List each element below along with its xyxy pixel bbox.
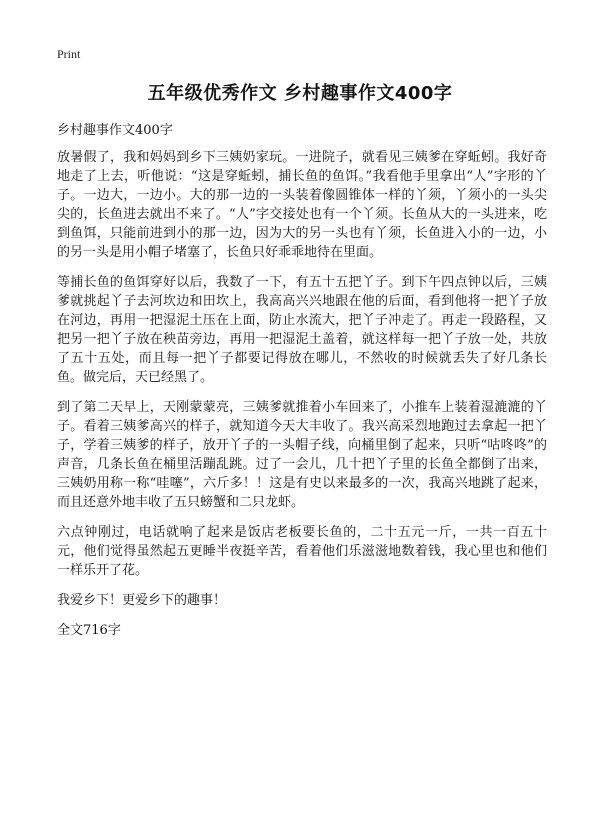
document-subtitle: 乡村趣事作文400字 (57, 123, 173, 138)
paragraph-3: 到了第二天早上，天刚蒙蒙亮，三姨爹就推着小车回来了，小推车上装着湿漉漉的丫子。看着三姨爹高兴的样子，就知道今天大丰收了。我兴高采烈地跑过去拿起一把丫子，学着三姨爹的样子，放开丫子的一头帽子线，向桶里倒了起来，只听“咕咚咚”的声音，几条长鱼在桶里活蹦乱跳。过了一会儿，几十把丫子里的长鱼全都倒了出来，三姨奶用称一称“哇噻”，六斤多！！这是有史以来最多的一次，我高兴地跳了起来，而且还意外地丰收了五只螃蟹和二只龙虾。 (57, 400, 547, 510)
print-link[interactable]: Print (57, 47, 81, 61)
article-body (57, 148, 547, 651)
page-title: 五年级优秀作文 乡村趣事作文400字 (147, 83, 453, 104)
word-count: 全文716字 (57, 623, 121, 638)
paragraph-4: 六点钟刚过，电话就响了起来是饭店老板要长鱼的，二十五元一斤，一共一百五十元，他们觉得虽然起五更睡半夜挺辛苦，看着他们乐滋滋地数着钱，我心里也和他们一样乐开了花。 (57, 525, 547, 578)
paragraph-1: 放暑假了，我和妈妈到乡下三姨奶家玩。一进院子，就看见三姨爹在穿蚯蚓。我好奇地走了上去，听他说：“这是穿蚯蚓，捕长鱼的鱼饵。”我看他手里拿出“人”字形的丫子。一边大，一边小。大的那一边的一头装着像圆锥体一样的丫须，丫须小的一头尖尖的，长鱼进去就出不来了。“人”字交接处也有一个丫须。长鱼从大的一头进来，吃到鱼饵，只能前进到小的那一边，因为大的另一头也有丫须，长鱼进入小的一边，小的另一头是用小帽子堵塞了，长鱼只好乖乖地待在里面。 (57, 150, 547, 260)
paragraph-5: 我爱乡下！更爱乡下的趣事！ (57, 593, 227, 608)
paragraph-2: 等捕长鱼的鱼饵穿好以后，我数了一下，有五十五把丫子。到下午四点钟以后，三姨爹就挑起丫子去河坎边和田坎上，我高高兴兴地跟在他的后面，看到他将一把丫子放在河边，再用一把湿泥土压在上面，防止水流大，把丫子冲走了。再走一段路程，又把另一把丫子放在秧苗旁边，再用一把湿泥土盖着，就这样每一把丫子放一处，共放了五十五处，而且每一把丫子都要记得放在哪儿，不然收的时候就丢失了好几条长鱼。做完后，天已经黑了。 (57, 275, 547, 385)
